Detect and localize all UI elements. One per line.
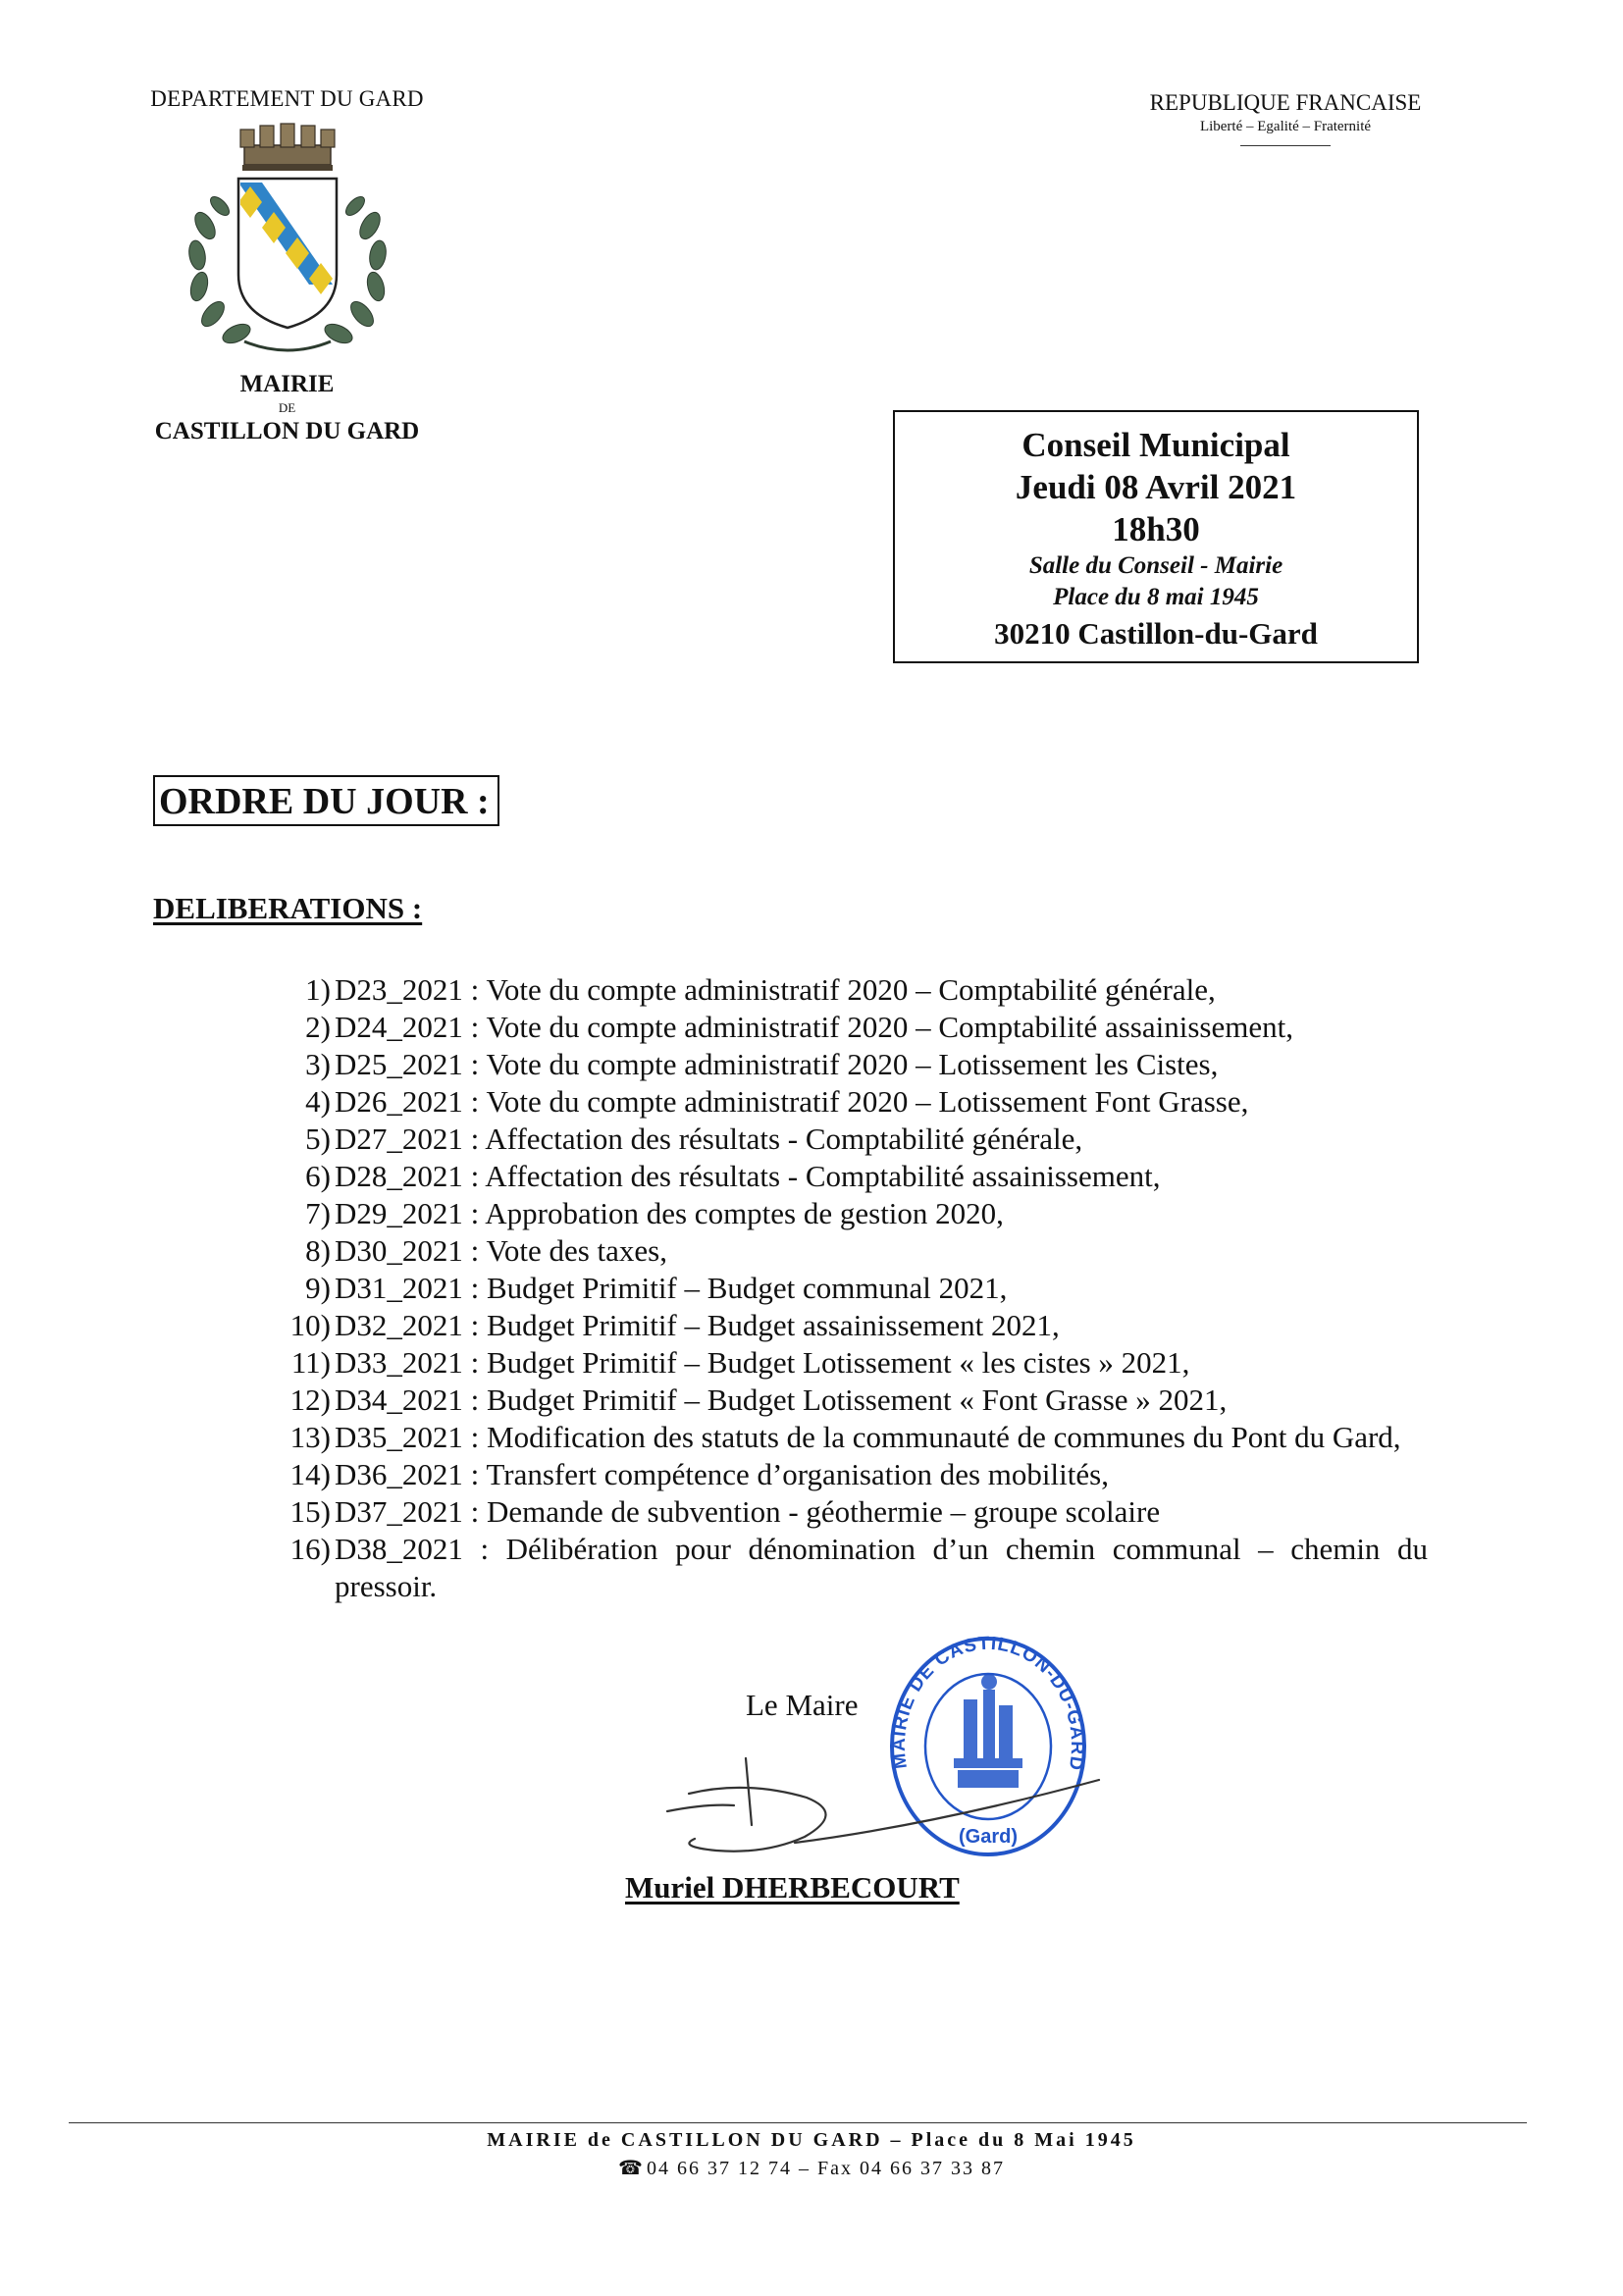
agenda-item-text: D28_2021 : Affectation des résultats - Comptabilité assainissement,	[335, 1159, 1161, 1193]
agenda-item	[280, 1270, 1428, 1307]
agenda-item	[280, 1009, 1428, 1046]
agenda-item-number: 3)	[305, 1047, 331, 1081]
letterhead-right	[1138, 90, 1433, 146]
agenda-item-text: D25_2021 : Vote du compte administratif 2020 – Lotissement les Cistes,	[335, 1047, 1219, 1081]
agenda-item-text: D35_2021 : Modification des statuts de la communauté de communes du Pont du Gard,	[335, 1420, 1401, 1454]
agenda-item-number: 16)	[289, 1532, 331, 1566]
handwritten-signature	[638, 1756, 1128, 1864]
agenda-item-text: D24_2021 : Vote du compte administratif 2020 – Comptabilité assainissement,	[335, 1010, 1293, 1044]
commune-name: CASTILLON DU GARD	[154, 418, 420, 444]
agenda-item-number: 1)	[305, 972, 331, 1007]
agenda-item	[280, 1419, 1428, 1456]
stamp-text: MAIRIE DE CASTILLON-DU-GARD	[888, 1633, 1088, 1773]
agenda-item	[280, 1531, 1428, 1605]
agenda-item-number: 4)	[305, 1084, 331, 1119]
agenda-item-number: 12)	[289, 1383, 331, 1417]
agenda-item-number: 15)	[289, 1494, 331, 1529]
agenda-item-number: 11)	[290, 1345, 331, 1380]
letterhead-left	[118, 86, 456, 445]
agenda-item-number: 8)	[305, 1233, 331, 1268]
agenda-item-number: 2)	[305, 1010, 331, 1044]
agenda-item-number: 9)	[305, 1271, 331, 1305]
agenda-item-text: D27_2021 : Affectation des résultats - Comptabilité générale,	[335, 1122, 1083, 1156]
agenda-item-text: D29_2021 : Approbation des comptes de gestion 2020,	[335, 1196, 1004, 1230]
agenda-item-text: D38_2021 : Délibération pour dénomination d’un chemin communal – chemin du pressoir.	[335, 1532, 1428, 1603]
agenda-item-text: D36_2021 : Transfert compétence d’organisation des mobilités,	[335, 1457, 1109, 1491]
meeting-room: Salle du Conseil - Mairie	[1028, 552, 1283, 579]
agenda-title: ORDRE DU JOUR :	[153, 775, 499, 826]
footer-phone-fax: 04 66 37 12 74 – Fax 04 66 37 33 87	[646, 2158, 1005, 2179]
stamp-text-bottom: (Gard)	[959, 1826, 1018, 1848]
agenda-item-text: D37_2021 : Demande de subvention - géothermie – groupe scolaire	[335, 1494, 1161, 1529]
agenda-item-text: D32_2021 : Budget Primitif – Budget assainissement 2021,	[335, 1308, 1060, 1342]
footer-divider	[69, 2122, 1527, 2123]
motto-divider	[1240, 145, 1331, 146]
agenda-item	[280, 1046, 1428, 1083]
mayor-role: Le Maire	[746, 1688, 859, 1722]
agenda-item	[280, 1382, 1428, 1419]
footer-contact	[0, 2156, 1623, 2180]
deliberations-heading: DELIBERATIONS :	[153, 891, 423, 925]
agenda-item-number: 10)	[289, 1308, 331, 1342]
meeting-time: 18h30	[1112, 510, 1200, 548]
agenda-item-number: 13)	[289, 1420, 331, 1454]
mayor-name: Muriel DHERBECOURT	[625, 1870, 960, 1905]
coat-of-arms-icon	[176, 118, 399, 363]
meeting-title: Conseil Municipal	[1021, 426, 1290, 464]
agenda-item	[280, 1307, 1428, 1344]
meeting-street: Place du 8 mai 1945	[1053, 584, 1259, 610]
agenda-item-text: D23_2021 : Vote du compte administratif 2020 – Comptabilité générale,	[335, 972, 1216, 1007]
agenda-item-text: D33_2021 : Budget Primitif – Budget Lotissement « les cistes » 2021,	[335, 1345, 1190, 1380]
agenda-item-text: D34_2021 : Budget Primitif – Budget Lotissement « Font Grasse » 2021,	[335, 1383, 1228, 1417]
agenda-item	[280, 1232, 1428, 1270]
agenda-item-text: D31_2021 : Budget Primitif – Budget communal 2021,	[335, 1271, 1008, 1305]
meeting-city: 30210 Castillon-du-Gard	[994, 616, 1318, 651]
agenda-item	[280, 1493, 1428, 1531]
agenda-item-number: 7)	[305, 1196, 331, 1230]
meeting-info-box	[893, 410, 1419, 663]
agenda-item	[280, 1121, 1428, 1158]
agenda-item-number: 6)	[305, 1159, 331, 1193]
agenda-item-number: 5)	[305, 1122, 331, 1156]
meeting-date: Jeudi 08 Avril 2021	[1015, 468, 1297, 506]
department-name: DEPARTEMENT DU GARD	[150, 86, 424, 111]
agenda-item-text: D30_2021 : Vote des taxes,	[335, 1233, 667, 1268]
mairie-de-label: DE	[278, 400, 296, 415]
telephone-icon: ☎	[618, 2158, 645, 2179]
agenda-list	[280, 971, 1428, 1605]
agenda-item-text: D26_2021 : Vote du compte administratif 2020 – Lotissement Font Grasse,	[335, 1084, 1249, 1119]
agenda-item	[280, 1456, 1428, 1493]
agenda-item	[280, 971, 1428, 1009]
agenda-item	[280, 1195, 1428, 1232]
agenda-item-number: 14)	[289, 1457, 331, 1491]
footer-address: MAIRIE de CASTILLON DU GARD – Place du 8 Mai 1945	[487, 2129, 1136, 2151]
agenda-item	[280, 1083, 1428, 1121]
republic-motto: Liberté – Egalité – Fraternité	[1199, 119, 1372, 134]
republic-label: REPUBLIQUE FRANCAISE	[1149, 90, 1422, 115]
agenda-item	[280, 1344, 1428, 1382]
mairie-label: MAIRIE	[239, 371, 335, 397]
footer	[0, 2129, 1623, 2180]
agenda-item	[280, 1158, 1428, 1195]
